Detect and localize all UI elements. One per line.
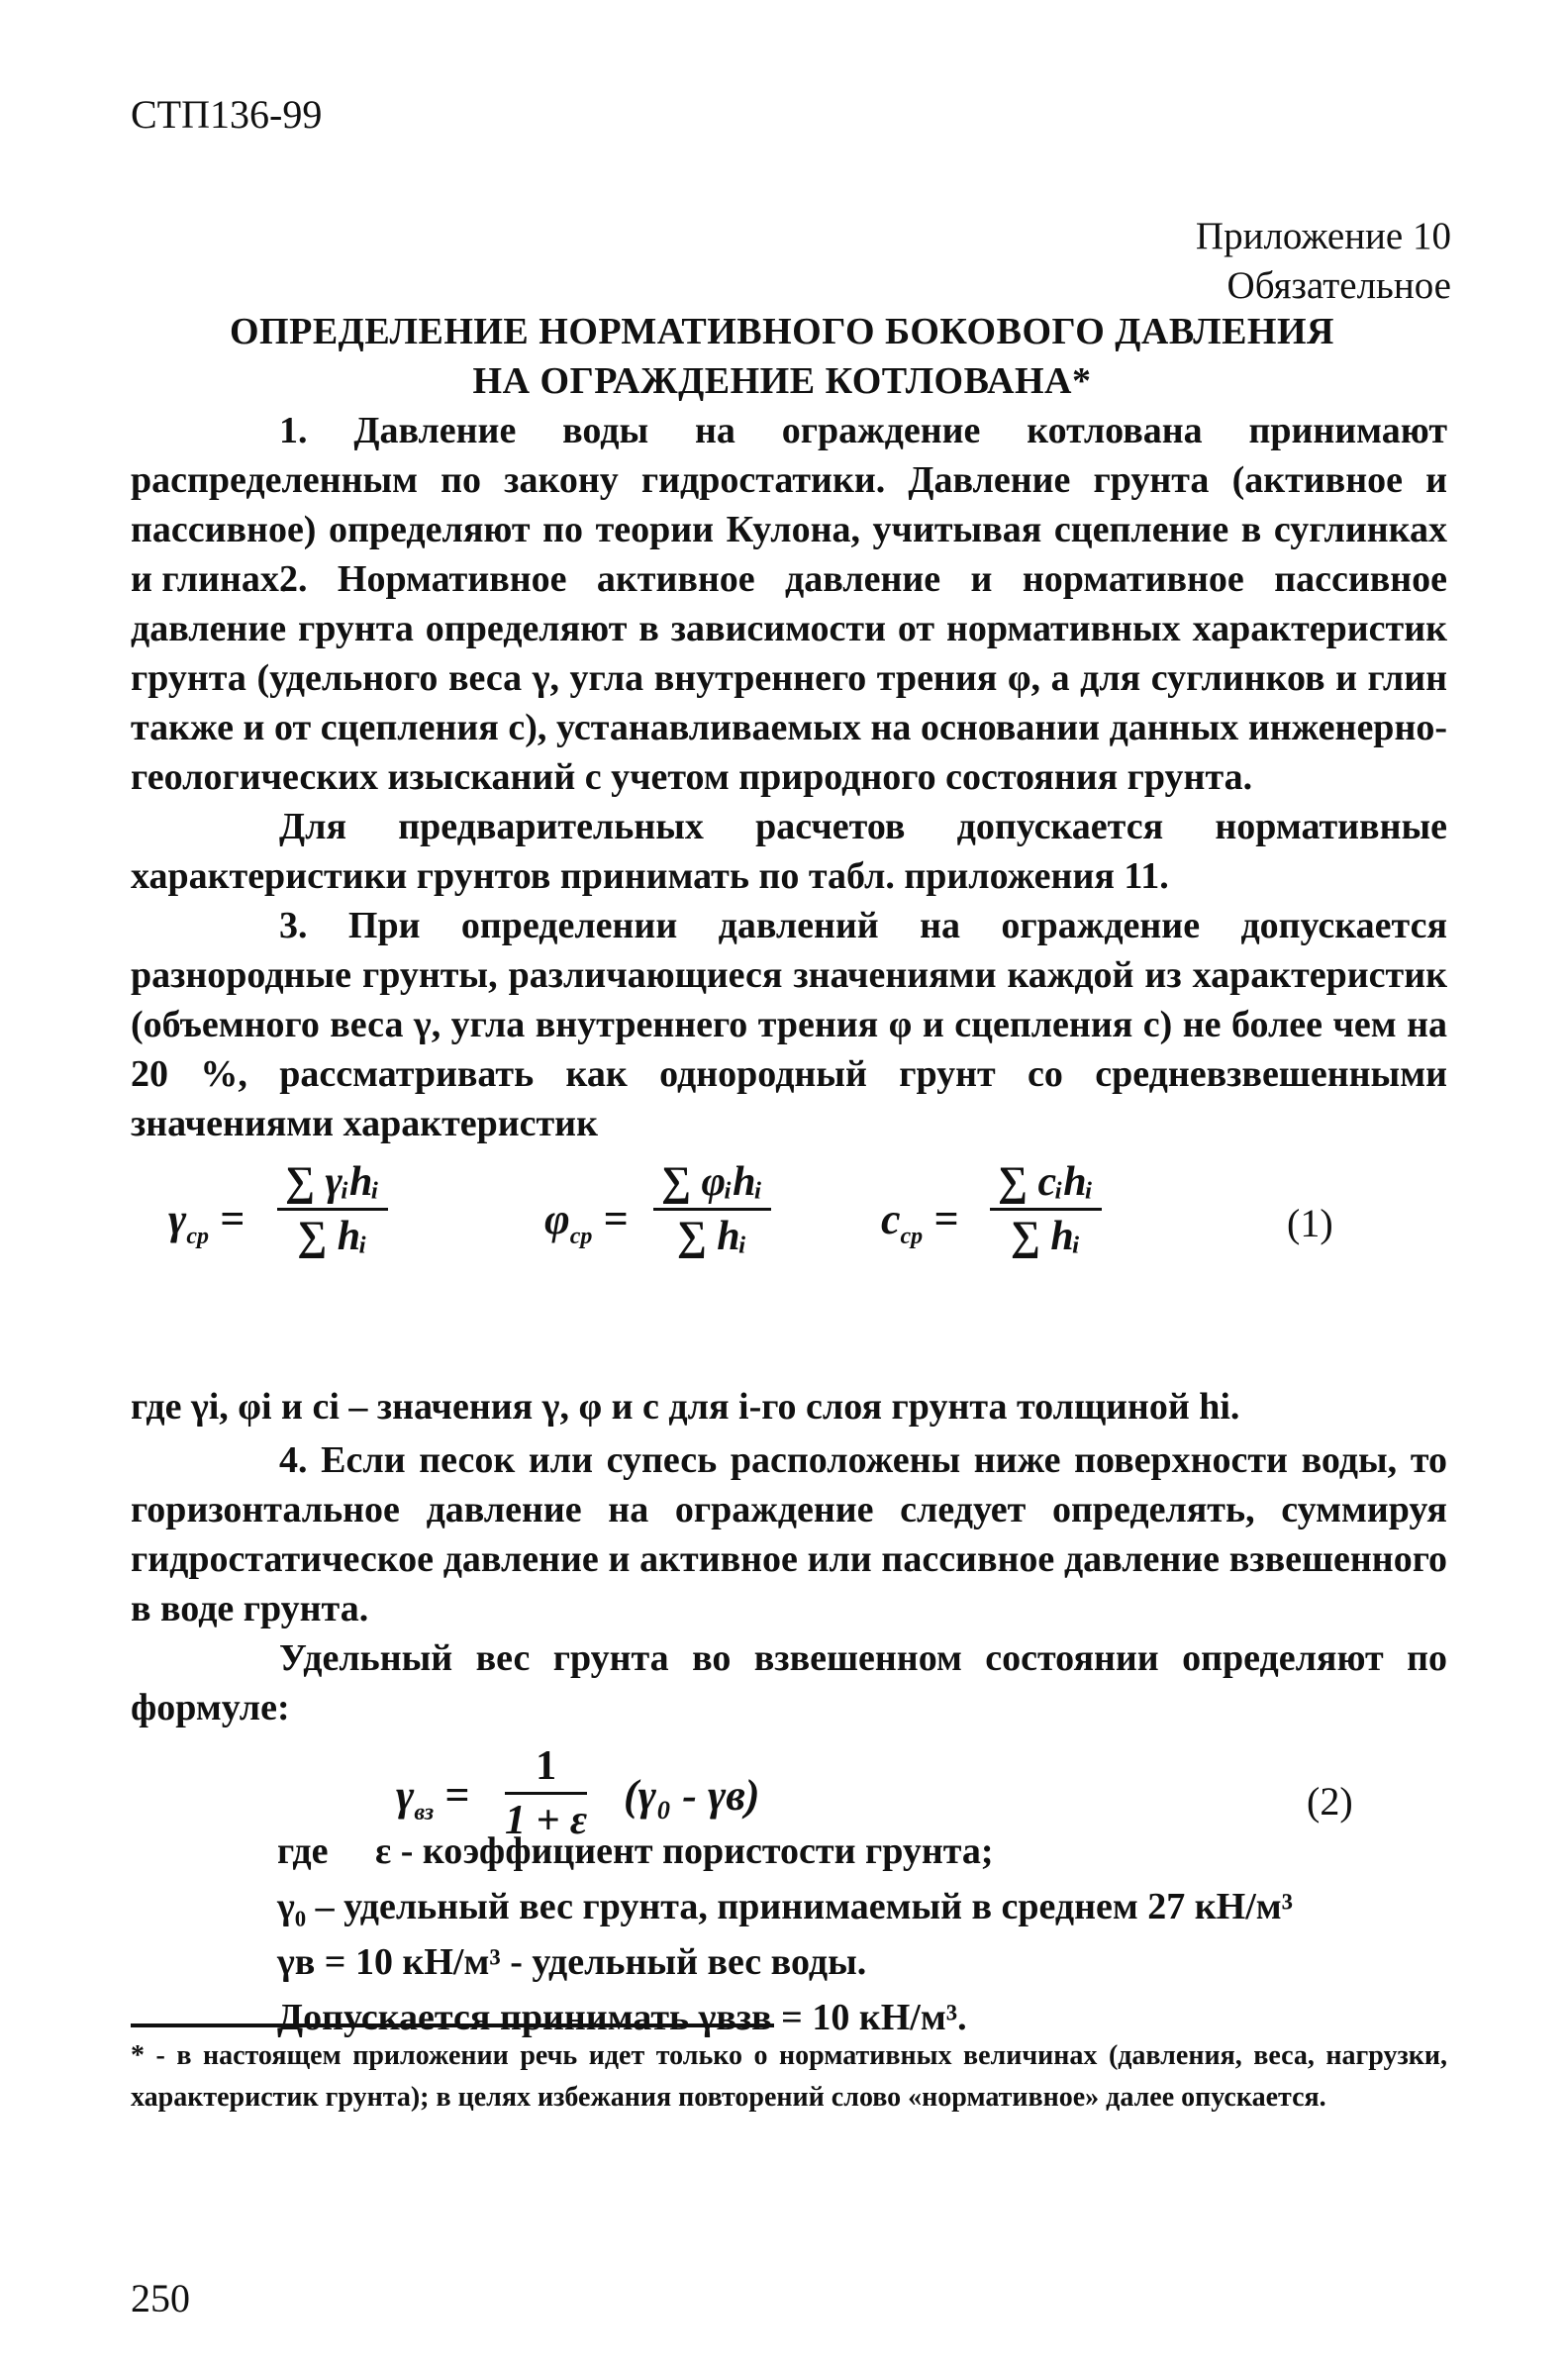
paragraph-5: Удельный вес грунта во взвешенном состоянии определяют по формуле: — [131, 1637, 1447, 1728]
c-denominator: ∑ hᵢ — [1010, 1214, 1081, 1259]
fraction-bar — [990, 1208, 1102, 1211]
fraction-bar — [653, 1208, 771, 1211]
phi-avg-fraction — [653, 1158, 771, 1260]
title-line-1: ОПРЕДЕЛЕНИЕ НОРМАТИВНОГО БОКОВОГО ДАВЛЕНИЯ — [230, 311, 1334, 352]
gamma-numerator: ∑ γᵢhᵢ — [285, 1159, 380, 1205]
page-number: 250 — [131, 2276, 190, 2320]
definitions-list — [277, 1824, 1293, 2045]
title-line-2: НА ОГРАЖДЕНИЕ КОТЛОВАНА* — [472, 360, 1092, 402]
gamma-submerged-lhs: $\gamma_{вз}$ = — [396, 1771, 470, 1825]
where-label: где — [277, 1830, 329, 1872]
phi-denominator: ∑ hᵢ — [676, 1214, 747, 1259]
gamma-denominator: ∑ hᵢ — [297, 1214, 368, 1259]
formula-2-numerator: 1 — [536, 1743, 557, 1789]
c-avg-fraction — [990, 1158, 1102, 1260]
formula-2-rhs: (γ₀ - γв) — [624, 1771, 760, 1820]
equation-number-2: (2) — [1307, 1779, 1353, 1824]
paragraph-4: 4. Если песок или супесь расположены ниже поверхности воды, то горизонтальное давление на ограждение следует определять, суммируя гидростатическое давление и активное или пассивное давление взвешенного в воде грунта. — [131, 1439, 1447, 1629]
definition-epsilon — [277, 1824, 1293, 1879]
definition-allowed: Допускается принимать γвзв = 10 кН/м³. — [277, 1997, 967, 2038]
formula-1-explanation: где γi, φi и ci – значения γ, φ и с для i-го слоя грунта толщиной hi. — [131, 1386, 1240, 1428]
formula-1 — [168, 1158, 1406, 1297]
c-numerator: ∑ cᵢhᵢ — [998, 1159, 1094, 1205]
paragraph-2b: Для предварительных расчетов допускается нормативные характеристики грунтов принимать по табл. приложения 11. — [131, 806, 1447, 897]
footnote-divider — [131, 2023, 774, 2027]
fraction-bar — [505, 1792, 587, 1795]
paragraph-2: 2. Нормативное активное давление и нормативное пассивное давление грунта определяют в зависимости от нормативных характеристик грунта (удельного веса γ, угла внутреннего трения φ, а для суглинков и глин также и от сцепления с), устанавливаемых на основании данных инженерно-геологических изысканий с учетом природного состояния грунта. — [131, 558, 1447, 798]
equation-number-1: (1) — [1287, 1201, 1333, 1245]
paragraph-3: 3. При определении давлений на ограждение допускается разнородные грунты, различающиеся значениями каждой из характеристик (объемного веса γ, угла внутреннего трения φ и сцепления с) не более чем на 20 %, рассматривать как однородный грунт со средневзвешенными значениями характеристик — [131, 905, 1447, 1144]
epsilon-text: ε - коэффициент пористости грунта; — [374, 1830, 994, 1872]
gamma-avg-lhs: $\gamma_{ср}$ = — [168, 1195, 245, 1249]
paragraph-1: 1. Давление воды на ограждение котлована принимают распределенным по закону гидростатики. Давление грунта (активное и пассивное) определяют по теории Кулона, учитывая сцепление в суглинках и глинах. — [131, 410, 1447, 600]
appendix-number: Приложение 10 — [1195, 215, 1451, 257]
appendix-status: Обязательное — [1226, 264, 1451, 307]
c-avg-lhs: $c_{ср}$ = — [881, 1195, 959, 1249]
document-code: СТП136-99 — [131, 92, 323, 137]
footnote: * - в настоящем приложении речь идет только о нормативных величинах (давления, веса, нагрузки, характеристик грунта); в целях избежания повторений слово «нормативное» далее опускается. — [131, 2040, 1447, 2113]
definition-gamma0: γ₀ – удельный вес грунта, принимаемый в среднем 27 кН/м³ — [277, 1886, 1294, 1927]
phi-avg-lhs: $\varphi_{ср}$ = — [544, 1195, 629, 1249]
gamma-avg-fraction — [277, 1158, 388, 1260]
formula-2-denominator: 1 + ε — [505, 1798, 588, 1843]
section-title — [139, 307, 1425, 406]
definition-gamma-water: γв = 10 кН/м³ - удельный вес воды. — [277, 1941, 867, 1983]
appendix-label — [1196, 212, 1451, 311]
fraction-bar — [277, 1208, 388, 1211]
phi-numerator: ∑ φᵢhᵢ — [661, 1159, 763, 1205]
